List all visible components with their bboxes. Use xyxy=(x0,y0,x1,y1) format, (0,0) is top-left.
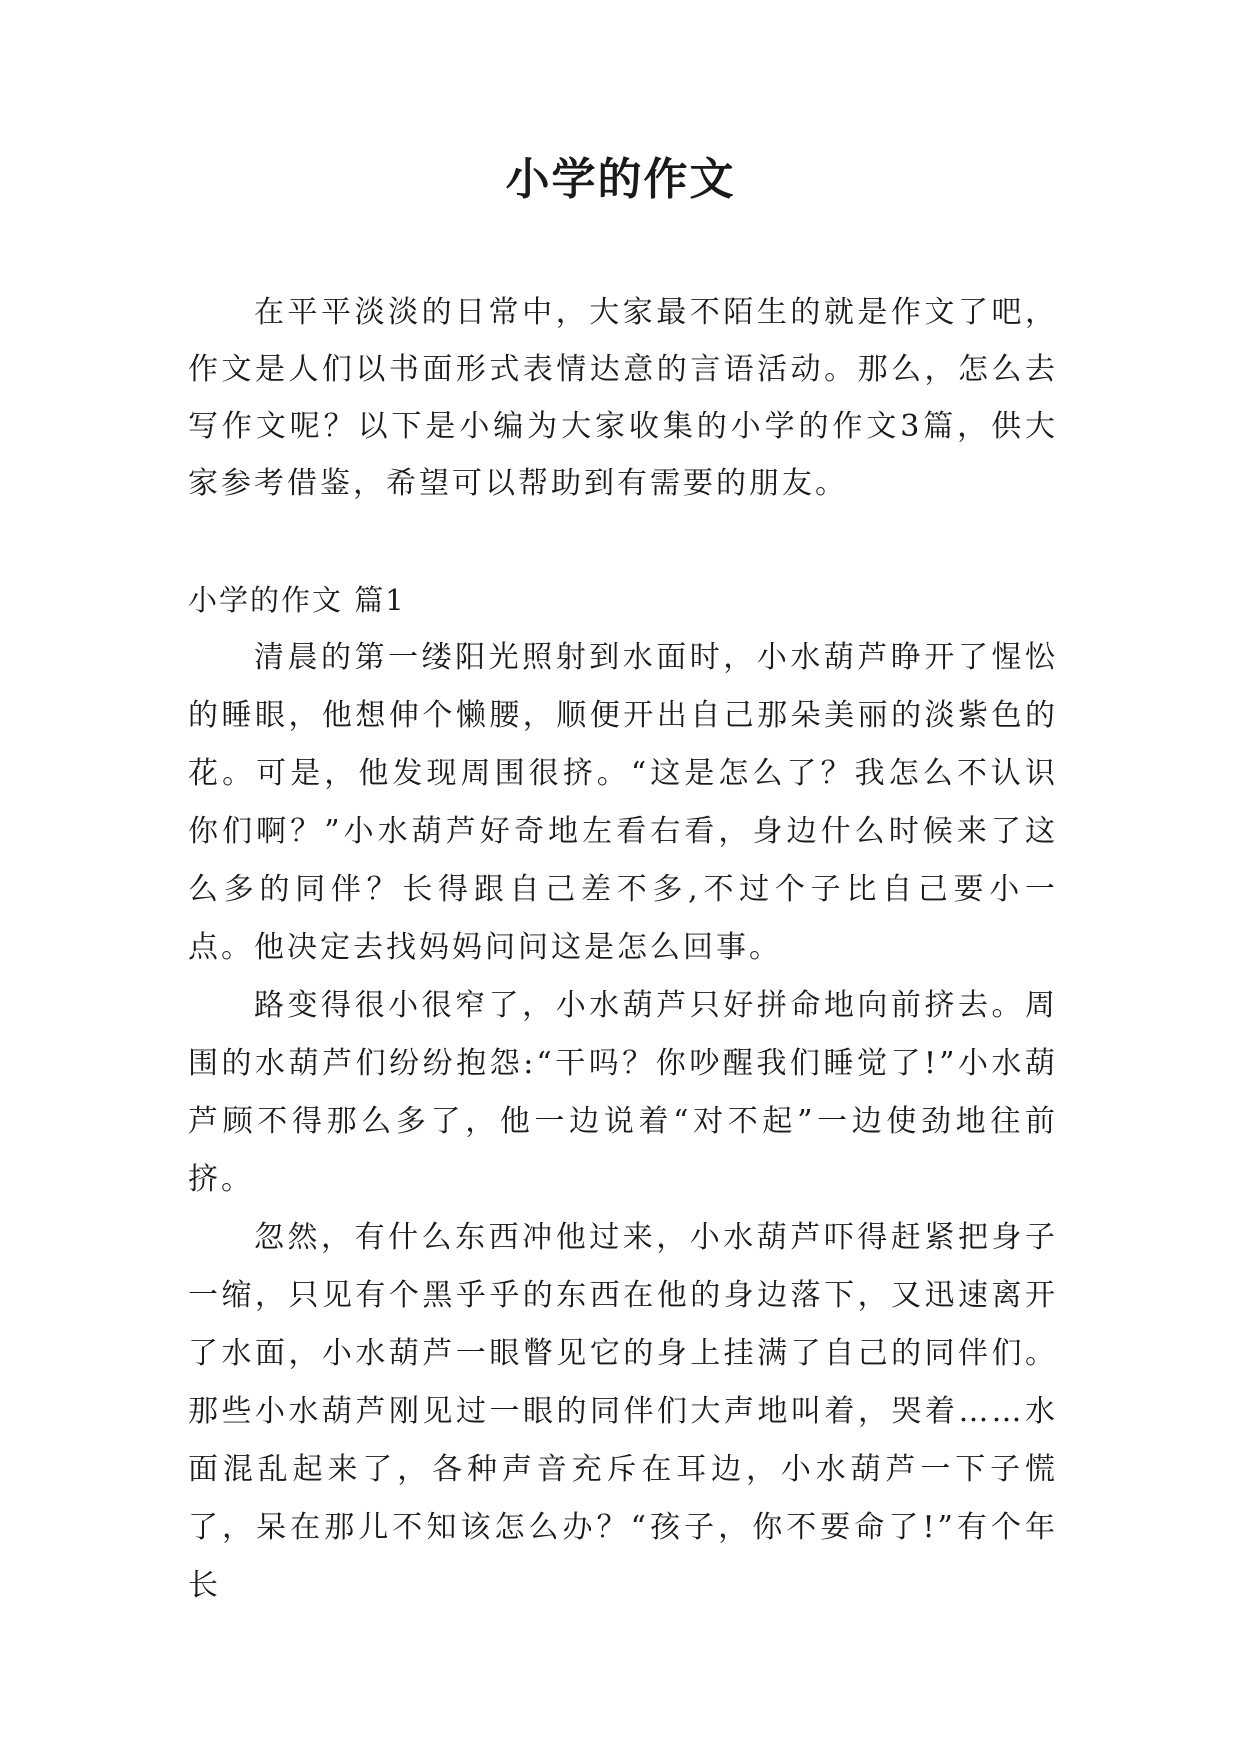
intro-paragraph: 在平平淡淡的日常中，大家最不陌生的就是作文了吧，作文是人们以书面形式表情达意的言语活动。那么，怎么去写作文呢？以下是小编为大家收集的小学的作文3篇，供大家参考借鉴，希望可以帮助到有需要的朋友。 xyxy=(188,295,1058,501)
document-body xyxy=(188,284,1058,1615)
body-paragraph: 路变得很小很窄了，小水葫芦只好拼命地向前挤去。周围的水葫芦们纷纷抱怨:“干吗？你吵醒我们睡觉了!”小水葫芦顾不得那么多了，他一边说着“对不起”一边使劲地往前挤。 xyxy=(188,988,1058,1197)
document-title: 小学的作文 xyxy=(505,154,736,205)
body-paragraph: 清晨的第一缕阳光照射到水面时，小水葫芦睁开了惺忪的睡眼，他想伸个懒腰，顺便开出自己那朵美丽的淡紫色的花。可是，他发现周围很挤。“这是怎么了？我怎么不认识你们啊？”小水葫芦好奇地左看右看，身边什么时候来了这么多的同伴？长得跟自己差不多,不过个子比自己要小一点。他决定去找妈妈问问这是怎么回事。 xyxy=(188,640,1058,965)
section-heading: 小学的作文 篇1 xyxy=(188,583,406,617)
body-paragraph: 忽然，有什么东西冲他过来，小水葫芦吓得赶紧把身子一缩，只见有个黑乎乎的东西在他的身边落下，又迅速离开了水面，小水葫芦一眼瞥见它的身上挂满了自己的同伴们。那些小水葫芦刚见过一眼的同伴们大声地叫着，哭着……水面混乱起来了，各种声音充斥在耳边，小水葫芦一下子慌了，呆在那儿不知该怎么办？“孩子，你不要命了!”有个年长 xyxy=(188,1220,1058,1603)
